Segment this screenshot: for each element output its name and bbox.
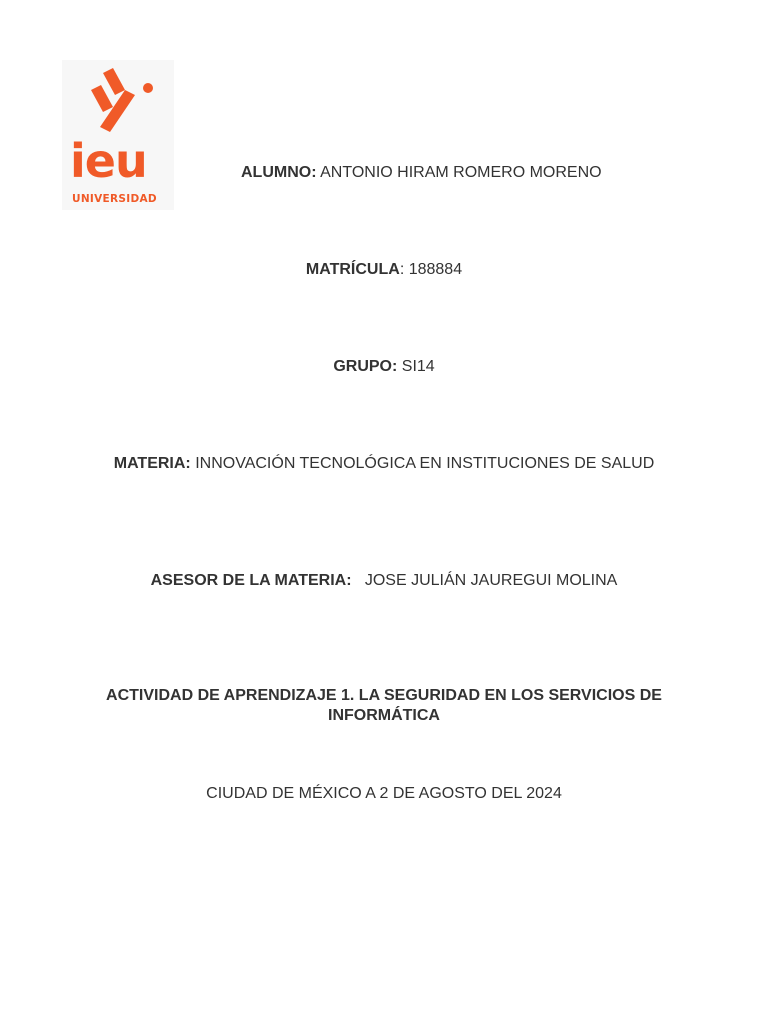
asesor-label: ASESOR DE LA MATERIA: — [150, 572, 352, 589]
grupo-line — [0, 357, 768, 377]
asesor-value: JOSE JULIÁN JAUREGUI MOLINA — [364, 572, 618, 589]
matricula-value: : 188884 — [399, 261, 463, 278]
grupo-label: GRUPO: — [333, 358, 398, 375]
matricula-label: MATRÍCULA — [305, 261, 400, 278]
matricula-line — [0, 260, 768, 280]
logo-wordmark: ieu — [70, 134, 147, 188]
asesor-line — [0, 571, 768, 591]
lugar-fecha: CIUDAD DE MÉXICO A 2 DE AGOSTO DEL 2024 — [206, 785, 562, 802]
materia-value: INNOVACIÓN TECNOLÓGICA EN INSTITUCIONES DE SALUD — [195, 455, 655, 472]
university-logo — [62, 60, 174, 210]
alumno-line — [241, 163, 602, 183]
actividad-title: ACTIVIDAD DE APRENDIZAJE 1. LA SEGURIDAD EN LOS SERVICIOS DE INFORMÁTICA — [106, 687, 662, 724]
materia-line — [100, 454, 668, 474]
alumno-label: ALUMNO: — [241, 164, 317, 181]
arrow-chevrons-icon — [62, 60, 174, 140]
materia-label: MATERIA: — [113, 455, 191, 472]
grupo-value: SI14 — [401, 358, 435, 375]
logo-subtitle: UNIVERSIDAD — [72, 193, 157, 205]
alumno-value: ANTONIO HIRAM ROMERO MORENO — [320, 164, 602, 181]
